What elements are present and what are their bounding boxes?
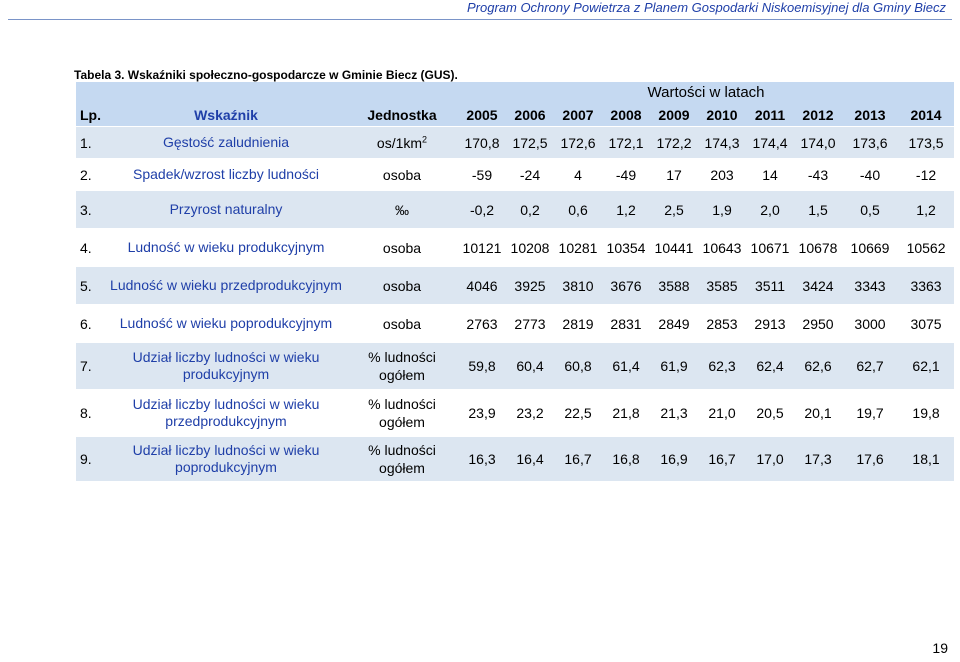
header-year: 2008	[602, 103, 650, 127]
row-value: 2849	[650, 305, 698, 343]
header-year: 2009	[650, 103, 698, 127]
row-value: 20,1	[794, 390, 842, 437]
row-indicator: Gęstość zaludnienia	[106, 127, 346, 159]
header-spacer	[346, 82, 458, 103]
row-value: -43	[794, 159, 842, 191]
row-value: 16,8	[602, 437, 650, 482]
row-value: 23,9	[458, 390, 506, 437]
row-indicator: Udział liczby ludności w wieku produkcyjnym	[106, 343, 346, 390]
row-value: 3585	[698, 267, 746, 305]
row-value: 1,2	[602, 191, 650, 229]
row-value: 170,8	[458, 127, 506, 159]
header-group-row	[76, 82, 954, 103]
row-value: 61,4	[602, 343, 650, 390]
row-unit-text: % ludności ogółem	[368, 396, 436, 430]
row-value: 0,6	[554, 191, 602, 229]
row-value: 172,5	[506, 127, 554, 159]
row-value: 10354	[602, 229, 650, 267]
row-value: 21,3	[650, 390, 698, 437]
row-unit	[346, 191, 458, 229]
header-year: 2012	[794, 103, 842, 127]
table-row	[76, 159, 954, 191]
header-columns-row	[76, 103, 954, 127]
header-year: 2005	[458, 103, 506, 127]
row-indicator: Przyrost naturalny	[106, 191, 346, 229]
row-value: -59	[458, 159, 506, 191]
header-year: 2013	[842, 103, 898, 127]
header-unit: Jednostka	[346, 103, 458, 127]
row-lp: 5.	[76, 267, 106, 305]
row-value: 2,0	[746, 191, 794, 229]
row-value: 3676	[602, 267, 650, 305]
header-group-years: Wartości w latach	[458, 82, 954, 103]
row-unit	[346, 305, 458, 343]
row-value: 0,2	[506, 191, 554, 229]
row-value: 2,5	[650, 191, 698, 229]
row-lp: 7.	[76, 343, 106, 390]
table-row	[76, 127, 954, 159]
table-row	[76, 437, 954, 482]
header-year: 2011	[746, 103, 794, 127]
table-body	[76, 127, 954, 482]
row-indicator: Udział liczby ludności w wieku przedprodukcyjnym	[106, 390, 346, 437]
row-value: 17,3	[794, 437, 842, 482]
row-value: 3810	[554, 267, 602, 305]
row-unit	[346, 267, 458, 305]
row-value: 4	[554, 159, 602, 191]
row-value: 0,5	[842, 191, 898, 229]
row-value: 60,8	[554, 343, 602, 390]
row-value: 3075	[898, 305, 954, 343]
row-unit	[346, 229, 458, 267]
row-value: 16,7	[554, 437, 602, 482]
row-value: 1,9	[698, 191, 746, 229]
row-indicator: Ludność w wieku przedprodukcyjnym	[106, 267, 346, 305]
row-value: 10441	[650, 229, 698, 267]
row-value: -0,2	[458, 191, 506, 229]
row-value: 16,9	[650, 437, 698, 482]
row-unit	[346, 127, 458, 159]
row-value: 203	[698, 159, 746, 191]
row-value: 2831	[602, 305, 650, 343]
row-value: 23,2	[506, 390, 554, 437]
page-number: 19	[932, 640, 948, 656]
row-lp: 3.	[76, 191, 106, 229]
row-value: 62,6	[794, 343, 842, 390]
row-value: 17	[650, 159, 698, 191]
row-unit-text: ‰	[395, 201, 409, 218]
row-value: -40	[842, 159, 898, 191]
row-value: 3925	[506, 267, 554, 305]
row-value: 14	[746, 159, 794, 191]
row-indicator: Ludność w wieku produkcyjnym	[106, 229, 346, 267]
table-row	[76, 229, 954, 267]
row-value: 10678	[794, 229, 842, 267]
row-value: 2763	[458, 305, 506, 343]
row-value: 10671	[746, 229, 794, 267]
header-year: 2010	[698, 103, 746, 127]
row-value: 21,8	[602, 390, 650, 437]
header-indicator: Wskaźnik	[106, 103, 346, 127]
row-value: 2819	[554, 305, 602, 343]
row-value: 10281	[554, 229, 602, 267]
row-lp: 1.	[76, 127, 106, 159]
row-unit	[346, 343, 458, 390]
row-value: 10669	[842, 229, 898, 267]
row-value: 18,1	[898, 437, 954, 482]
row-value: 1,2	[898, 191, 954, 229]
row-value: 3000	[842, 305, 898, 343]
row-indicator: Udział liczby ludności w wieku poprodukcyjnym	[106, 437, 346, 482]
row-unit	[346, 437, 458, 482]
header-year: 2014	[898, 103, 954, 127]
row-value: 17,0	[746, 437, 794, 482]
row-unit	[346, 159, 458, 191]
header-spacer	[76, 82, 106, 103]
row-value: 173,5	[898, 127, 954, 159]
header-lp: Lp.	[76, 103, 106, 127]
row-value: 172,2	[650, 127, 698, 159]
table-caption: Tabela 3. Wskaźniki społeczno-gospodarcze w Gminie Biecz (GUS).	[74, 68, 458, 82]
header-year: 2006	[506, 103, 554, 127]
row-value: 60,4	[506, 343, 554, 390]
row-value: 21,0	[698, 390, 746, 437]
table-row	[76, 267, 954, 305]
row-value: 62,4	[746, 343, 794, 390]
row-value: 172,6	[554, 127, 602, 159]
row-value: 3343	[842, 267, 898, 305]
row-value: 2773	[506, 305, 554, 343]
row-unit-text: osoba	[382, 166, 422, 183]
table-row	[76, 390, 954, 437]
row-value: 62,3	[698, 343, 746, 390]
row-value: 10643	[698, 229, 746, 267]
row-value: 4046	[458, 267, 506, 305]
row-value: 10121	[458, 229, 506, 267]
header-rule	[8, 19, 952, 20]
row-value: 3424	[794, 267, 842, 305]
row-lp: 4.	[76, 229, 106, 267]
row-unit-text: % ludności ogółem	[368, 349, 436, 383]
row-value: 1,5	[794, 191, 842, 229]
row-unit-text: osoba	[382, 239, 422, 256]
row-unit	[346, 390, 458, 437]
row-value: 3588	[650, 267, 698, 305]
row-value: 10208	[506, 229, 554, 267]
row-value: 22,5	[554, 390, 602, 437]
row-value: 62,7	[842, 343, 898, 390]
row-value: 173,6	[842, 127, 898, 159]
row-value: 59,8	[458, 343, 506, 390]
row-value: 17,6	[842, 437, 898, 482]
row-value: 19,8	[898, 390, 954, 437]
row-value: 19,7	[842, 390, 898, 437]
row-unit-text: osoba	[382, 315, 422, 332]
row-value: -49	[602, 159, 650, 191]
table-header	[76, 82, 954, 127]
header-spacer	[106, 82, 346, 103]
row-lp: 8.	[76, 390, 106, 437]
row-unit-text: osoba	[382, 277, 422, 294]
row-value: 2950	[794, 305, 842, 343]
row-unit-text: % ludności ogółem	[368, 442, 436, 476]
row-value: 61,9	[650, 343, 698, 390]
indicators-table	[76, 82, 954, 481]
row-value: -12	[898, 159, 954, 191]
row-lp: 6.	[76, 305, 106, 343]
row-value: 2913	[746, 305, 794, 343]
table-row	[76, 191, 954, 229]
row-value: 16,4	[506, 437, 554, 482]
table-row	[76, 305, 954, 343]
row-indicator: Ludność w wieku poprodukcyjnym	[106, 305, 346, 343]
row-unit-superscript: 2	[422, 133, 428, 144]
row-value: 174,0	[794, 127, 842, 159]
running-header	[0, 0, 960, 18]
row-value: 16,3	[458, 437, 506, 482]
row-indicator: Spadek/wzrost liczby ludności	[106, 159, 346, 191]
row-value: 62,1	[898, 343, 954, 390]
row-value: 174,4	[746, 127, 794, 159]
header-year: 2007	[554, 103, 602, 127]
row-lp: 2.	[76, 159, 106, 191]
row-value: 3511	[746, 267, 794, 305]
row-value: 172,1	[602, 127, 650, 159]
row-value: 10562	[898, 229, 954, 267]
row-value: 3363	[898, 267, 954, 305]
row-value: -24	[506, 159, 554, 191]
row-lp: 9.	[76, 437, 106, 482]
table-row	[76, 343, 954, 390]
running-header-text: Program Ochrony Powietrza z Planem Gospodarki Niskoemisyjnej dla Gminy Biecz	[466, 0, 946, 15]
row-value: 2853	[698, 305, 746, 343]
row-value: 16,7	[698, 437, 746, 482]
row-value: 20,5	[746, 390, 794, 437]
row-unit-text: os/1km	[376, 134, 423, 151]
row-value: 174,3	[698, 127, 746, 159]
